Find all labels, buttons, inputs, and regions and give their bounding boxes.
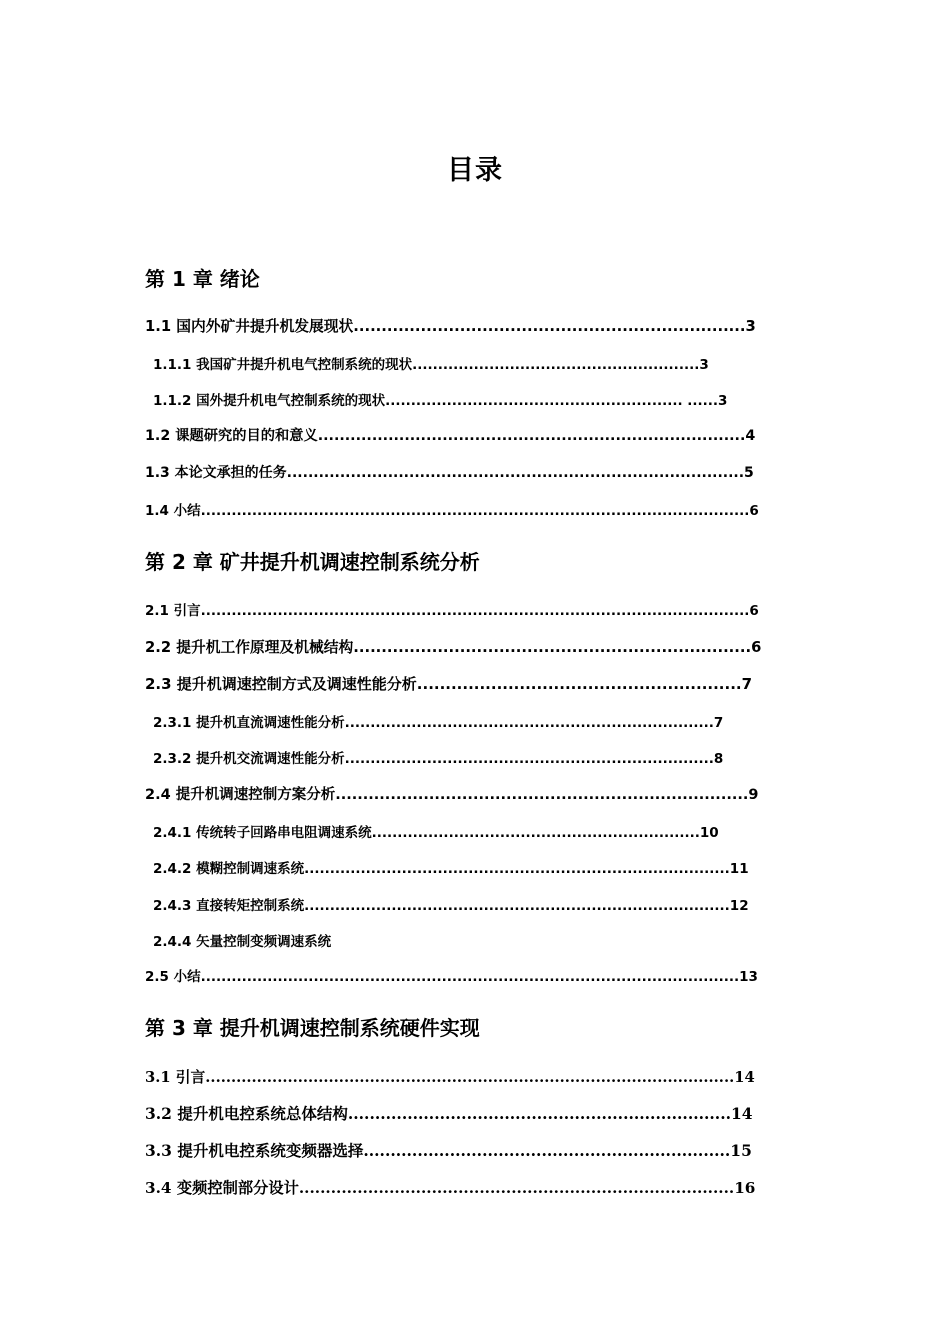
toc-entry-3-1[interactable]: 3.1 引言.......................................................................................................14 bbox=[145, 1069, 755, 1086]
page-title: 目录 bbox=[447, 155, 503, 186]
toc-entry-2-4-1[interactable]: 2.4.1 传统转子回路串电阻调速系统................................................................10 bbox=[153, 825, 719, 841]
toc-entry-2-4-2[interactable]: 2.4.2 模糊控制调速系统...................................................................................11 bbox=[153, 861, 749, 877]
toc-entry-1-1-1[interactable]: 1.1.1 我国矿井提升机电气控制系统的现状........................................................3 bbox=[153, 357, 709, 373]
toc-entry-2-5[interactable]: 2.5 小结.........................................................................................................13 bbox=[145, 969, 758, 985]
toc-entry-3-3[interactable]: 3.3 提升机电控系统变频器选择....................................................................15 bbox=[145, 1141, 752, 1160]
toc-entry-3-4[interactable]: 3.4 变频控制部分设计..................................................................................16 bbox=[145, 1179, 756, 1197]
toc-entry-1-4[interactable]: 1.4 小结...........................................................................................................6 bbox=[145, 503, 759, 519]
chapter-1-heading[interactable]: 第 1 章 绪论 bbox=[145, 267, 260, 291]
toc-entry-3-2[interactable]: 3.2 提升机电控系统总体结构.......................................................................14 bbox=[145, 1104, 753, 1123]
toc-entry-1-1[interactable]: 1.1 国内外矿井提升机发展现状......................................................................3 bbox=[145, 318, 756, 335]
toc-entry-2-3-1[interactable]: 2.3.1 提升机直流调速性能分析........................................................................7 bbox=[153, 715, 724, 731]
toc-entry-2-3[interactable]: 2.3 提升机调速控制方式及调速性能分析.........................................................7 bbox=[145, 675, 753, 693]
toc-entry-1-3[interactable]: 1.3 本论文承担的任务......................................................................................5 bbox=[145, 465, 754, 481]
toc-entry-1-1-2[interactable]: 1.1.2 国外提升机电气控制系统的现状.......................................................... ......3 bbox=[153, 393, 728, 409]
toc-entry-2-4-3[interactable]: 2.4.3 直接转矩控制系统...................................................................................12 bbox=[153, 898, 749, 914]
chapter-3-heading[interactable]: 第 3 章 提升机调速控制系统硬件实现 bbox=[145, 1016, 480, 1040]
toc-entry-1-2[interactable]: 1.2 课题研究的目的和意义...............................................................................4 bbox=[145, 428, 756, 444]
toc-entry-2-2[interactable]: 2.2 提升机工作原理及机械结构.......................................................................6 bbox=[145, 639, 762, 656]
toc-entry-2-4-4[interactable]: 2.4.4 矢量控制变频调速系统 bbox=[153, 934, 332, 950]
toc-entry-2-1[interactable]: 2.1 引言...........................................................................................................6 bbox=[145, 603, 759, 619]
chapter-2-heading[interactable]: 第 2 章 矿井提升机调速控制系统分析 bbox=[145, 550, 480, 574]
toc-entry-2-3-2[interactable]: 2.3.2 提升机交流调速性能分析........................................................................8 bbox=[153, 751, 724, 767]
toc-entry-2-4[interactable]: 2.4 提升机调速控制方案分析...........................................................................9 bbox=[145, 787, 759, 803]
